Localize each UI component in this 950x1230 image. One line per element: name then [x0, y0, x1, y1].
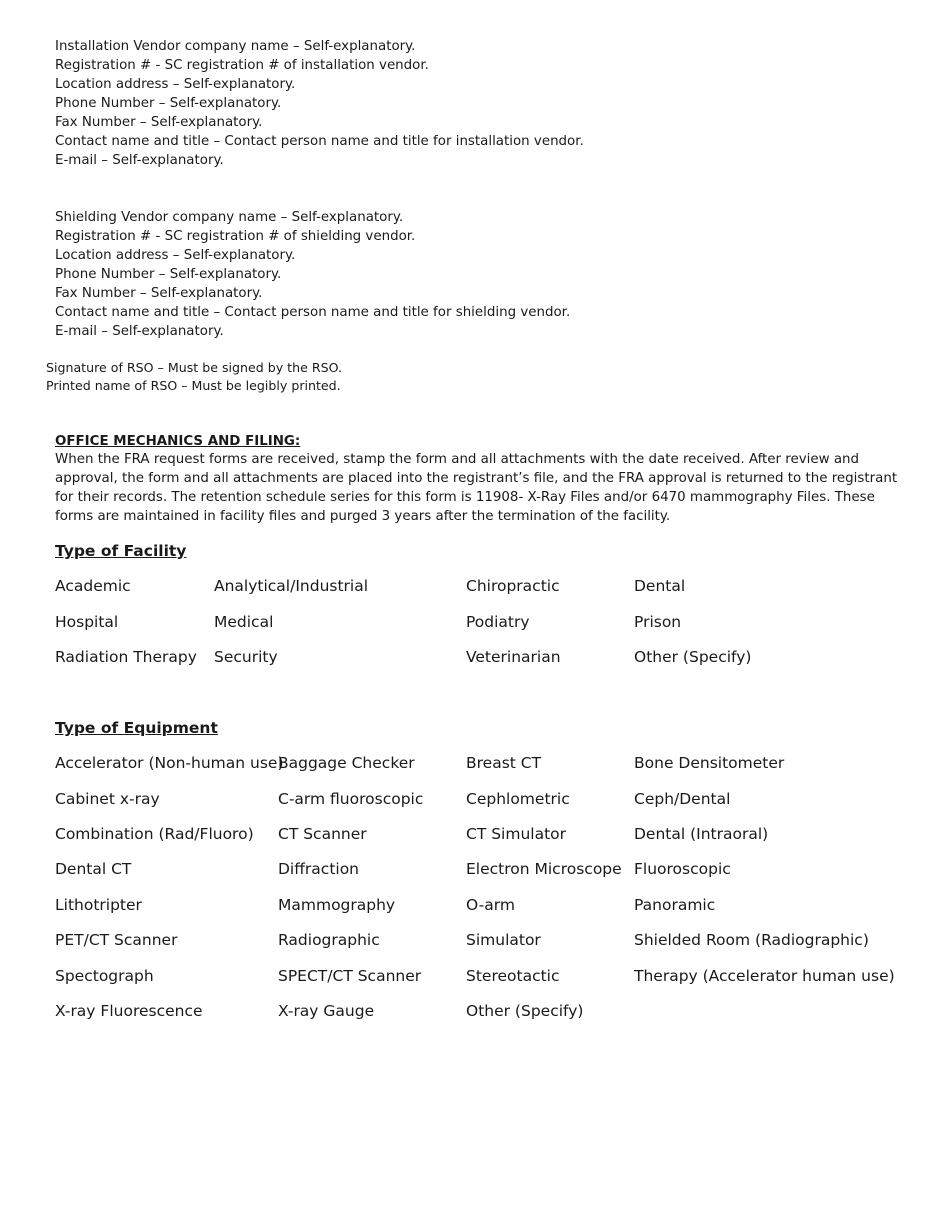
facility-option: Veterinarian	[466, 648, 561, 666]
equipment-option: CT Simulator	[466, 825, 567, 843]
shielding-line: Fax Number – Self-explanatory.	[55, 286, 263, 301]
facility-option: Other (Specify)	[634, 648, 752, 666]
installation-line: Registration # - SC registration # of installation vendor.	[55, 58, 429, 73]
equipment-option: Panoramic	[634, 896, 716, 914]
equipment-option: Radiographic	[278, 931, 380, 949]
shielding-line: E-mail – Self-explanatory.	[55, 324, 224, 339]
installation-line: Location address – Self-explanatory.	[55, 77, 296, 92]
installation-line: Installation Vendor company name – Self-explanatory.	[55, 39, 416, 54]
shielding-vendor-instructions	[55, 208, 570, 341]
equipment-option: Lithotripter	[55, 896, 142, 914]
installation-line: Fax Number – Self-explanatory.	[55, 115, 263, 130]
equipment-option: SPECT/CT Scanner	[278, 967, 422, 985]
facility-option: Medical	[214, 613, 274, 631]
equipment-option: Dental (Intraoral)	[634, 825, 769, 843]
equipment-option: Mammography	[278, 896, 396, 914]
equipment-option: Bone Densitometer	[634, 754, 785, 772]
equipment-option: Electron Microscope	[466, 860, 622, 878]
equipment-option: X-ray Fluorescence	[55, 1002, 203, 1020]
installation-line: Contact name and title – Contact person name and title for installation vendor.	[55, 134, 584, 149]
rso-printed-name-line: Printed name of RSO – Must be legibly printed.	[46, 378, 341, 393]
facility-option: Dental	[634, 577, 686, 595]
equipment-option: Stereotactic	[466, 967, 560, 985]
facility-option: Chiropractic	[466, 577, 560, 595]
rso-signature-line: Signature of RSO – Must be signed by the RSO.	[46, 360, 343, 375]
equipment-option: Cephlometric	[466, 790, 570, 808]
equipment-option: Ceph/Dental	[634, 790, 731, 808]
equipment-option: Accelerator (Non-human use)	[55, 754, 284, 772]
equipment-option: Spectograph	[55, 967, 154, 985]
office-mechanics-heading: OFFICE MECHANICS AND FILING:	[55, 434, 301, 449]
installation-line: E-mail – Self-explanatory.	[55, 153, 224, 168]
facility-option: Podiatry	[466, 613, 530, 631]
equipment-option: CT Scanner	[278, 825, 367, 843]
equipment-option: Shielded Room (Radiographic)	[634, 931, 869, 949]
equipment-option: Diffraction	[278, 860, 360, 878]
equipment-option: Baggage Checker	[278, 754, 415, 772]
facility-option: Security	[214, 648, 278, 666]
equipment-option: PET/CT Scanner	[55, 931, 178, 949]
rso-instructions	[46, 359, 342, 395]
installation-line: Phone Number – Self-explanatory.	[55, 96, 282, 111]
facility-type-heading: Type of Facility	[55, 542, 187, 560]
shielding-line: Contact name and title – Contact person name and title for shielding vendor.	[55, 305, 571, 320]
equipment-option: Combination (Rad/Fluoro)	[55, 825, 254, 843]
installation-vendor-instructions	[55, 37, 584, 170]
facility-option: Radiation Therapy	[55, 648, 197, 666]
equipment-option: Cabinet x-ray	[55, 790, 160, 808]
shielding-line: Phone Number – Self-explanatory.	[55, 267, 282, 282]
equipment-option: C-arm fluoroscopic	[278, 790, 424, 808]
shielding-line: Registration # - SC registration # of shielding vendor.	[55, 229, 416, 244]
equipment-option: Simulator	[466, 931, 541, 949]
equipment-option: Other (Specify)	[466, 1002, 584, 1020]
equipment-type-heading: Type of Equipment	[55, 719, 218, 737]
facility-option: Hospital	[55, 613, 119, 631]
facility-option: Prison	[634, 613, 682, 631]
equipment-option: O-arm	[466, 896, 515, 914]
equipment-option: Fluoroscopic	[634, 860, 731, 878]
office-mechanics-paragraph: When the FRA request forms are received, stamp the form and all attachments with the date received. After review and approval, the form and all attachments are placed into the registrant’s file, and the FRA approval is returned to the registrant for their records. The retention schedule series for this form is 11908- X-Ray Files and/or 6470 mammography Files. These forms are maintained in facility files and purged 3 years after the termination of the facility.	[55, 452, 898, 525]
shielding-line: Shielding Vendor company name – Self-explanatory.	[55, 210, 404, 225]
facility-option: Analytical/Industrial	[214, 577, 369, 595]
facility-option: Academic	[55, 577, 131, 595]
equipment-option: Therapy (Accelerator human use)	[634, 967, 895, 985]
shielding-line: Location address – Self-explanatory.	[55, 248, 296, 263]
equipment-option: Dental CT	[55, 860, 132, 878]
equipment-option: Breast CT	[466, 754, 542, 772]
equipment-option: X-ray Gauge	[278, 1002, 375, 1020]
